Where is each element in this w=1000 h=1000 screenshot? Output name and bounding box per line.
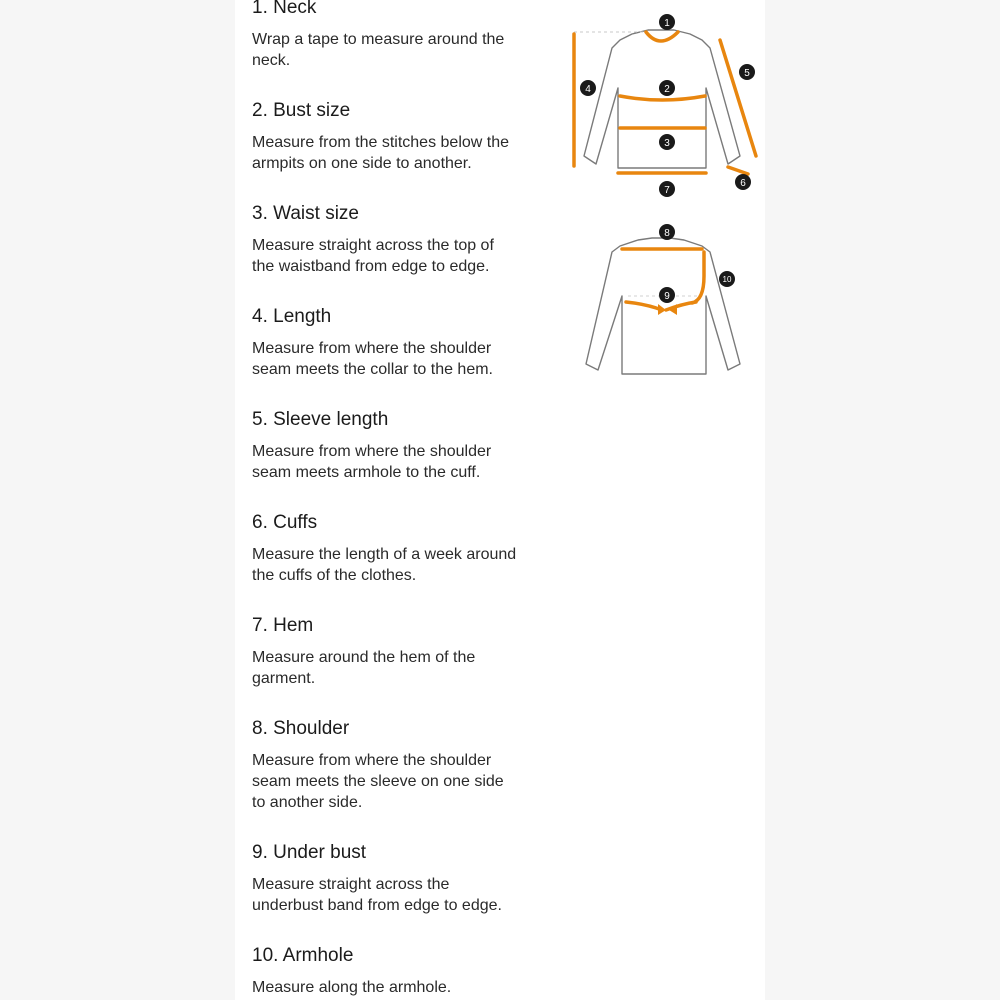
measurement-item-bust <box>252 100 552 174</box>
measurement-item-sleeve-length <box>252 409 552 483</box>
svg-text:8: 8 <box>664 228 670 239</box>
item-description: Wrap a tape to measure around the neck. <box>252 31 505 69</box>
measurement-item-length <box>252 306 552 380</box>
measurement-item-hem <box>252 615 552 689</box>
svg-text:1: 1 <box>664 18 670 29</box>
measurement-item-under-bust <box>252 842 552 916</box>
svg-text:4: 4 <box>585 84 591 95</box>
item-description: Measure from the stitches below the armpits on one side to another. <box>252 134 510 172</box>
svg-text:5: 5 <box>744 68 750 79</box>
svg-text:9: 9 <box>664 291 670 302</box>
item-description: Measure straight across the top of the waistband from edge to edge. <box>252 237 494 275</box>
item-title: 2. Bust size <box>252 100 351 121</box>
sweater-back-illustration <box>586 238 740 374</box>
item-description: Measure around the hem of the garment. <box>252 649 476 687</box>
item-description: Measure from where the shoulder seam meets the collar to the hem. <box>252 340 493 378</box>
marker-9 <box>659 287 675 303</box>
measurement-item-waist <box>252 203 552 277</box>
marker-10 <box>719 271 735 287</box>
item-title: 10. Armhole <box>252 945 354 966</box>
marker-4 <box>580 80 596 96</box>
measurement-item-neck <box>252 0 552 71</box>
marker-3 <box>659 134 675 150</box>
marker-5 <box>739 64 755 80</box>
svg-text:6: 6 <box>740 178 746 189</box>
item-title: 9. Under bust <box>252 842 367 863</box>
item-description: Measure from where the shoulder seam meets armhole to the cuff. <box>252 443 492 481</box>
item-title: 8. Shoulder <box>252 718 350 739</box>
cuff-measure-line <box>728 167 748 174</box>
svg-text:3: 3 <box>664 138 670 149</box>
item-description: Measure along the armhole. <box>252 979 452 996</box>
svg-text:10: 10 <box>722 275 732 284</box>
item-title: 7. Hem <box>252 615 314 636</box>
measurement-item-cuffs <box>252 512 552 586</box>
svg-text:7: 7 <box>664 185 670 196</box>
marker-2 <box>659 80 675 96</box>
marker-8 <box>659 224 675 240</box>
measurement-item-armhole <box>252 945 552 998</box>
item-description: Measure the length of a week around the cuffs of the clothes. <box>252 546 517 584</box>
item-description: Measure from where the shoulder seam meets the sleeve on one side to another side. <box>252 752 504 811</box>
item-title: 4. Length <box>252 306 332 327</box>
size-guide-page <box>235 0 765 1000</box>
garment-diagram <box>570 8 765 380</box>
item-title: 6. Cuffs <box>252 512 318 533</box>
marker-7 <box>659 181 675 197</box>
item-description: Measure straight across the underbust band from edge to edge. <box>252 876 502 914</box>
item-title: 3. Waist size <box>252 203 359 224</box>
svg-text:2: 2 <box>664 84 670 95</box>
marker-1 <box>659 14 675 30</box>
item-title: 5. Sleeve length <box>252 409 389 430</box>
marker-6 <box>735 174 751 190</box>
measurement-item-shoulder <box>252 718 552 813</box>
item-title: 1. Neck <box>252 0 317 18</box>
